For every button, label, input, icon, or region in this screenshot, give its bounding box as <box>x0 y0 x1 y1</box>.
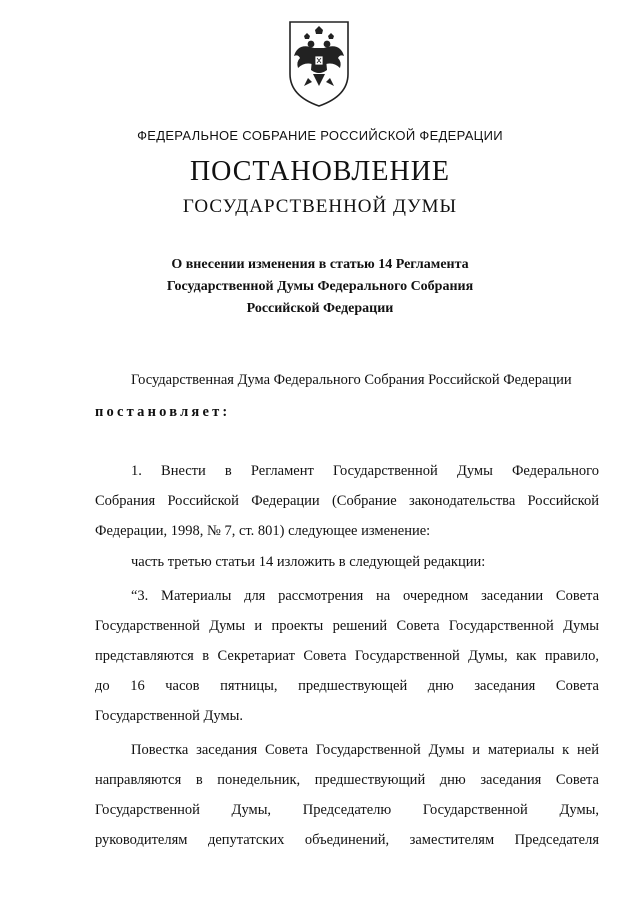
subject-line: Российской Федерации <box>246 301 394 316</box>
quote-paragraph1-line: представляются в Секретариат Совета Государственной Думы, как правило, <box>95 648 599 664</box>
preamble-text: Государственная Дума Федерального Собрания Российской Федерации <box>131 372 572 388</box>
subject-line: О внесении изменения в статью 14 Регламента <box>171 257 469 272</box>
coat-of-arms-emblem <box>284 18 354 110</box>
resolves-word: постановляет: <box>95 404 231 420</box>
quote-paragraph1-line: Государственной Думы и проекты решений Совета Государственной Думы <box>95 618 599 634</box>
quote-paragraph1-line: Государственной Думы. <box>95 708 243 724</box>
item1-line: 1. Внести в Регламент Государственной Думы Федерального <box>131 463 599 479</box>
item1-instruction: часть третью статьи 14 изложить в следующей редакции: <box>131 554 486 570</box>
quote-paragraph2-line: направляются в понедельник, предшествующий дню заседания Совета <box>95 772 599 788</box>
item1-line: Федерации, 1998, № 7, ст. 801) следующее изменение: <box>95 523 431 539</box>
quote-paragraph2-line: Повестка заседания Совета Государственной Думы и материалы к ней <box>131 742 599 758</box>
item1-line: Собрания Российской Федерации (Собрание законодательства Российской <box>95 493 599 509</box>
subject-line: Государственной Думы Федерального Собрания <box>166 279 474 294</box>
quote-paragraph2-line: Государственной Думы, Председателю Государственной Думы, <box>95 802 599 818</box>
document-type-title: ПОСТАНОВЛЕНИЕ <box>189 156 451 187</box>
quote-paragraph2-line: руководителям депутатских объединений, заместителям Председателя <box>95 832 599 848</box>
quote-paragraph1-line: до 16 часов пятницы, предшествующей дню заседания Совета <box>95 678 599 694</box>
organization-heading: ФЕДЕРАЛЬНОЕ СОБРАНИЕ РОССИЙСКОЙ ФЕДЕРАЦИИ <box>137 128 503 143</box>
quote-paragraph1-line: “3. Материалы для рассмотрения на очередном заседании Совета <box>131 588 599 604</box>
document-issuer-subtitle: ГОСУДАРСТВЕННОЙ ДУМЫ <box>182 196 458 217</box>
resolution-subject <box>150 254 490 320</box>
